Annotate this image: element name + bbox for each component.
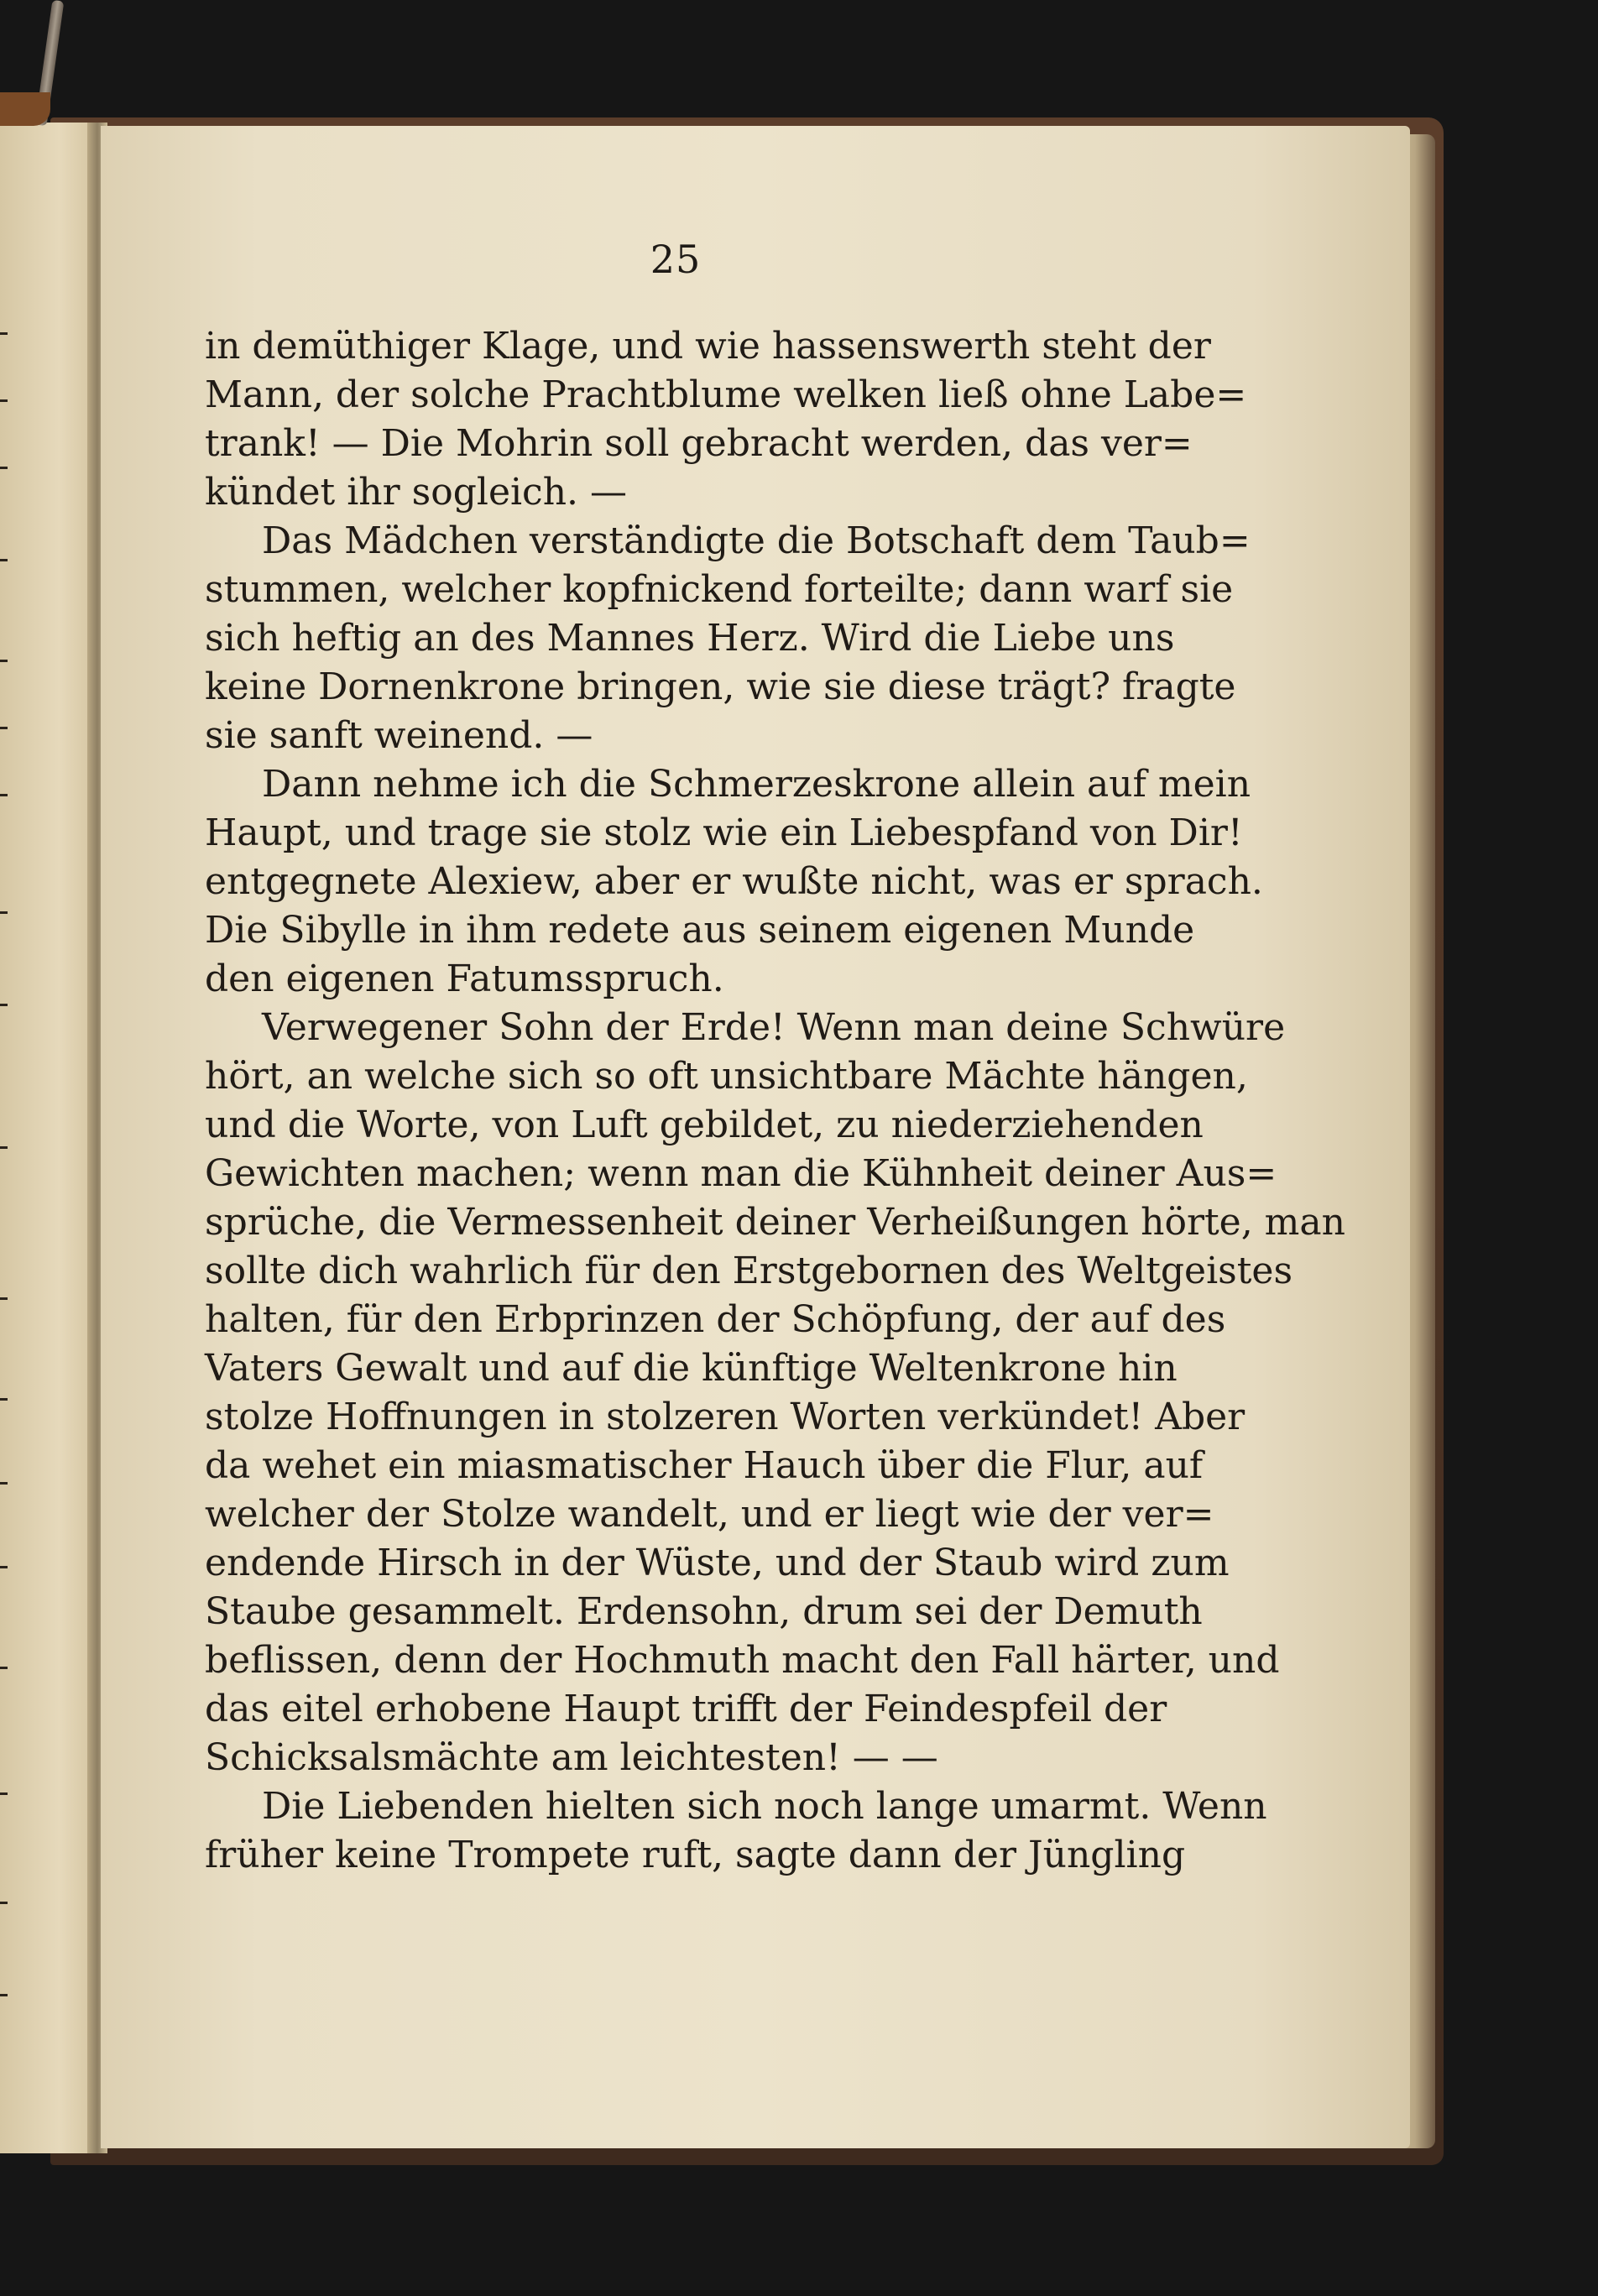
text-line: das eitel erhobene Haupt trifft der Feindespfeil der [205,1688,1167,1730]
text-line: endende Hirsch in der Wüste, und der Staub wird zum [205,1542,1230,1584]
text-line: Staube gesammelt. Erdensohn, drum sei der Demuth [205,1590,1203,1633]
text-line: sollte dich wahrlich für den Erstgebornen des Weltgeistes [205,1250,1293,1292]
text-line: Gewichten machen; wenn man die Kühnheit deiner Aus= [205,1152,1277,1195]
text-line: Mann, der solche Prachtblume welken ließ ohne Labe= [205,373,1247,416]
text-line: trank! — Die Mohrin soll gebracht werden, das ver= [205,422,1193,465]
text-line: halten, für den Erbprinzen der Schöpfung, der auf des [205,1298,1226,1341]
text-line: früher keine Trompete ruft, sagte dann der Jüngling [205,1834,1186,1876]
text-line: Haupt, und trage sie stolz wie ein Liebespfand von Dir! [205,811,1243,854]
text-line: kündet ihr sogleich. — [205,471,628,514]
text-line: keine Dornenkrone bringen, wie sie diese trägt? fragte [205,665,1236,708]
text-line: Vaters Gewalt und auf die künftige Weltenkrone hin [205,1347,1178,1390]
text-line: sich heftig an des Mannes Herz. Wird die Liebe uns [205,617,1175,660]
text-line: da wehet ein miasmatischer Hauch über die Flur, auf [205,1444,1204,1487]
text-line: den eigenen Fatumsspruch. [205,958,724,1000]
text-line: welcher der Stolze wandelt, und er liegt wie der ver= [205,1493,1214,1536]
text-line: stolze Hoffnungen in stolzeren Worten verkündet! Aber [205,1396,1246,1438]
text-line: Die Sibylle in ihm redete aus seinem eigenen Munde [205,909,1195,952]
page-number: 25 [650,237,702,282]
text-line: stummen, welcher kopfnickend forteilte; dann warf sie [205,568,1234,611]
text-line: sprüche, die Vermessenheit deiner Verheißungen hörte, man [205,1201,1345,1244]
text-line: Die Liebenden hielten sich noch lange umarmt. Wenn [262,1785,1267,1828]
text-line: Verwegener Sohn der Erde! Wenn man deine Schwüre [262,1006,1286,1049]
text-line: beflissen, denn der Hochmuth macht den Fall härter, und [205,1639,1280,1682]
text-line: Das Mädchen verständigte die Botschaft dem Taub= [262,519,1251,562]
text-line: entgegnete Alexiew, aber er wußte nicht, was er sprach. [205,860,1263,903]
text-line: Schicksalsmächte am leichtesten! — — [205,1736,938,1779]
text-line: hört, an welche sich so oft unsichtbare Mächte hängen, [205,1055,1248,1098]
text-line: sie sanft weinend. — [205,714,593,757]
text-line: Dann nehme ich die Schmerzeskrone allein auf mein [262,763,1251,806]
text-line: in demüthiger Klage, und wie hassenswerth steht der [205,325,1211,368]
text-line: und die Worte, von Luft gebildet, zu niederziehenden [205,1104,1204,1146]
